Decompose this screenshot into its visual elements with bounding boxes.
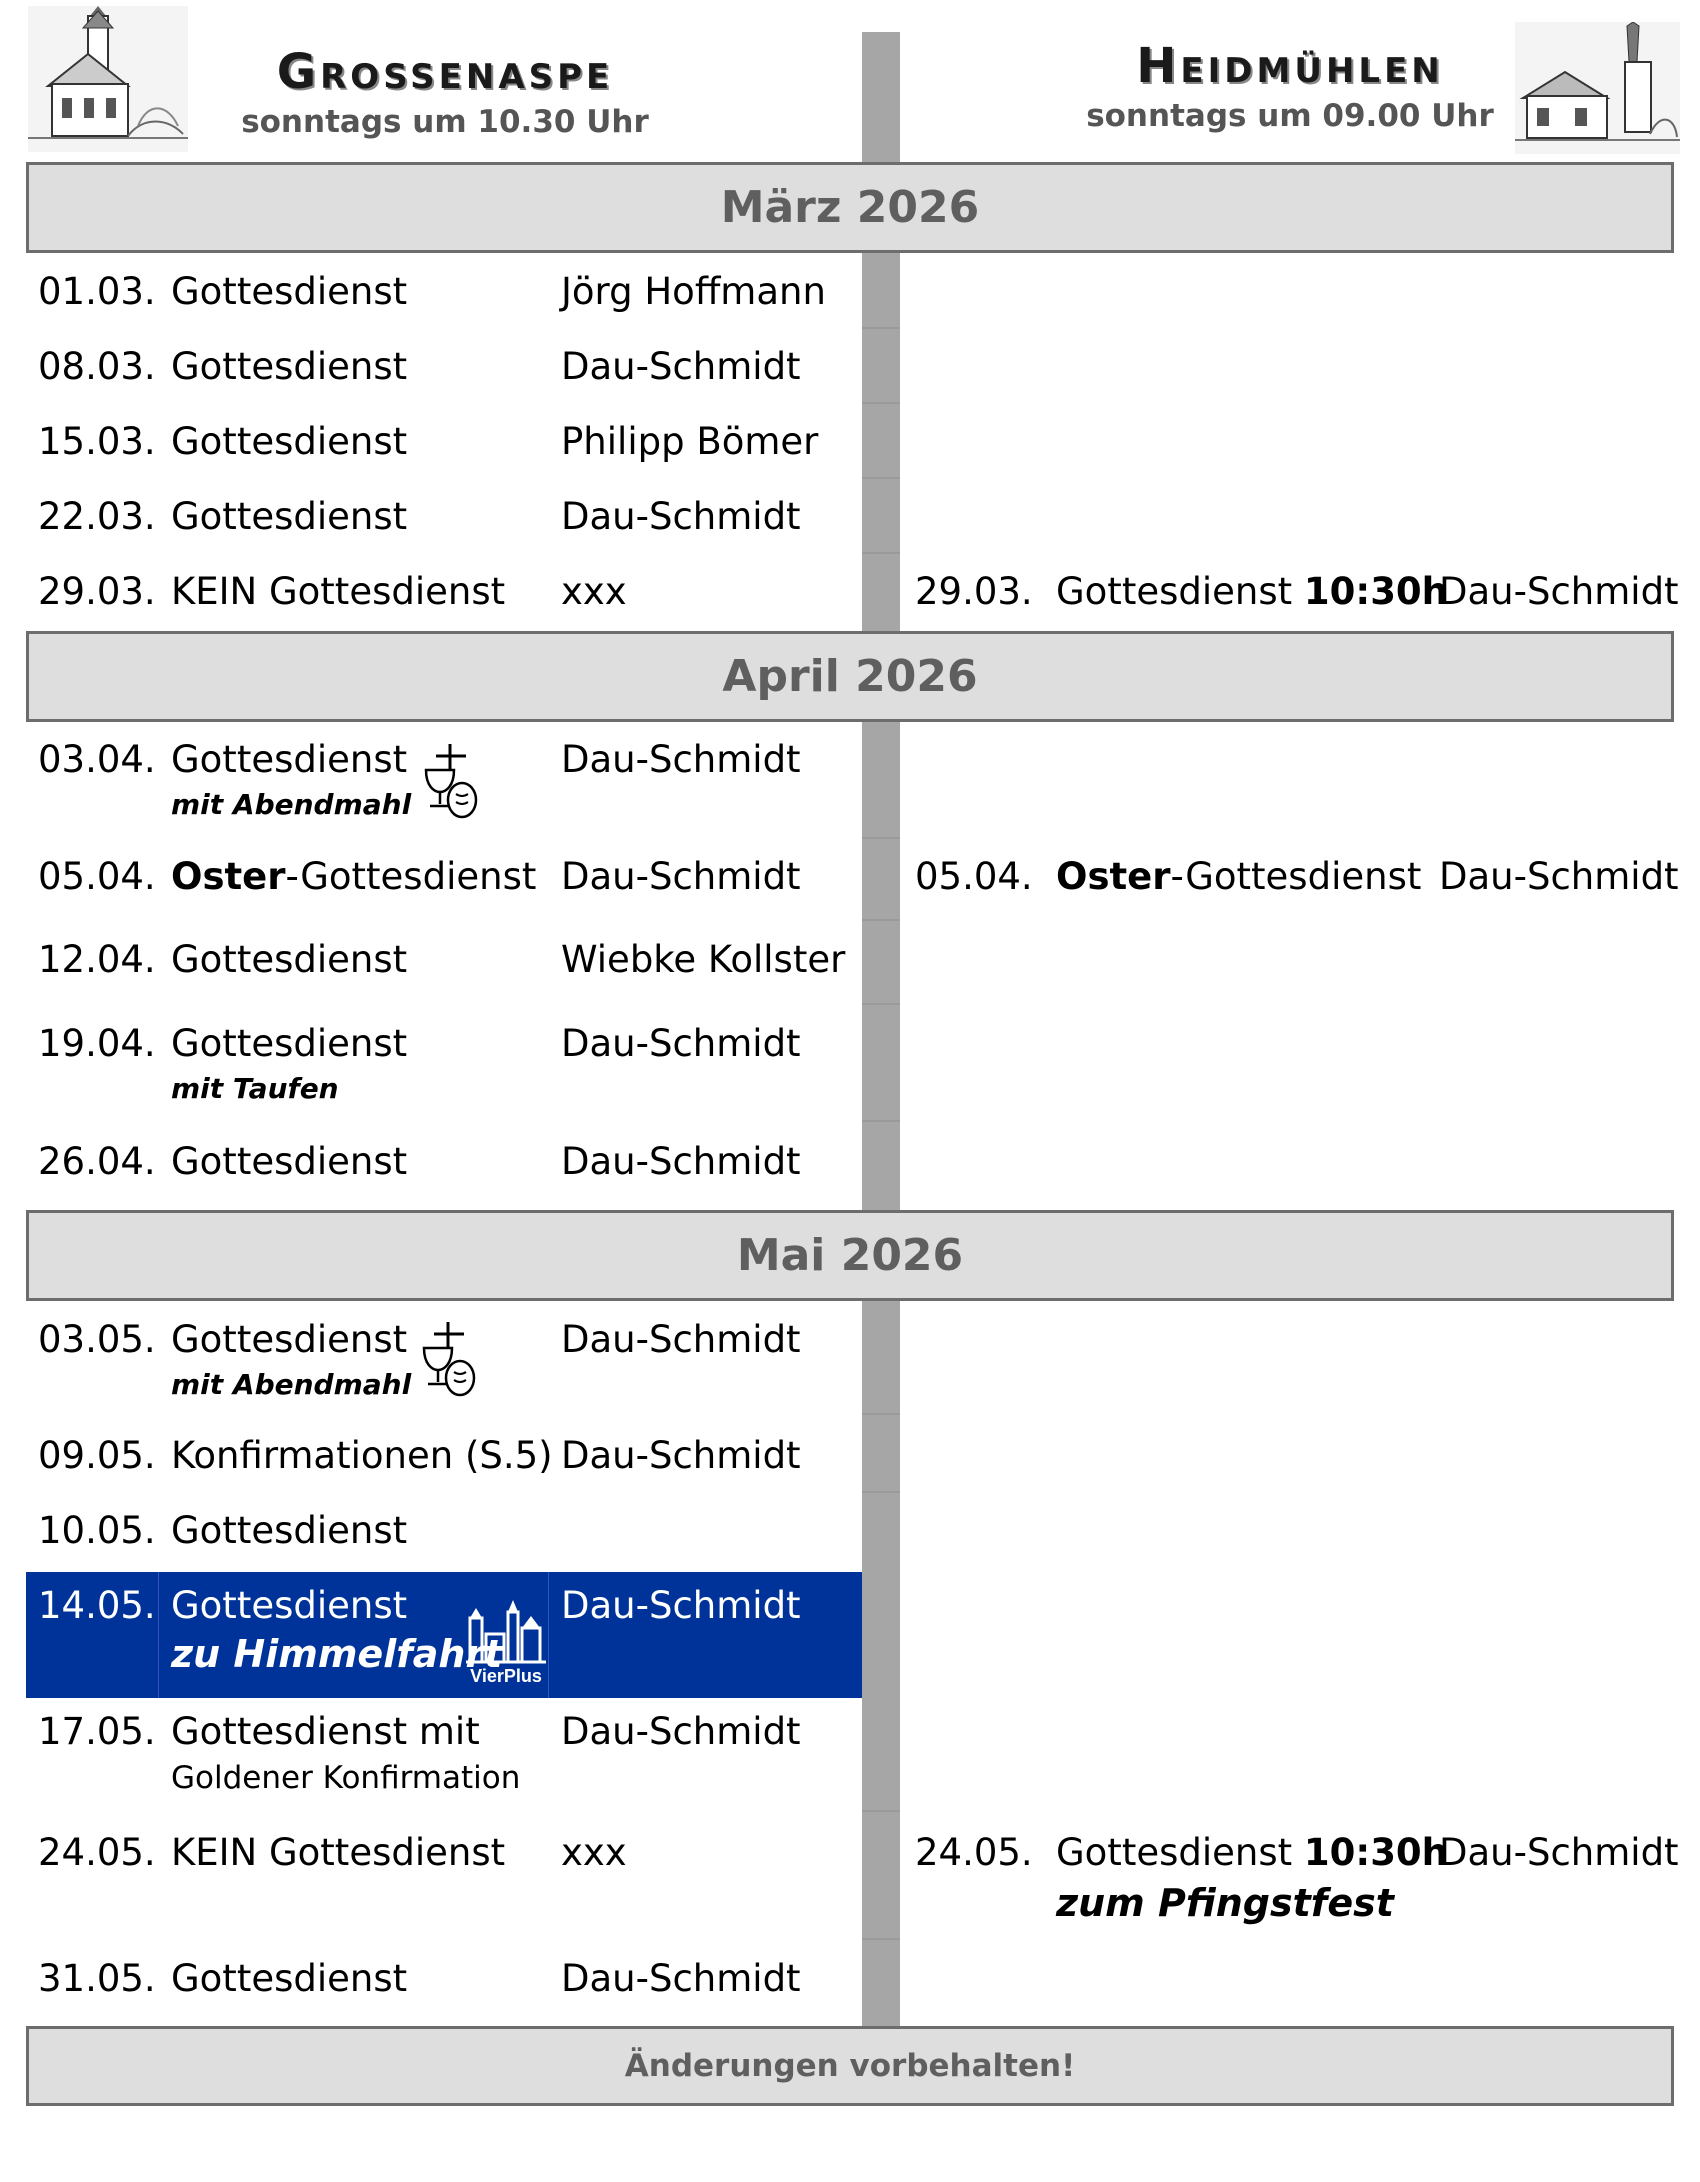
service-description: Gottesdienst <box>171 1584 408 1627</box>
service-description: Konfirmationen (S.5) <box>171 1434 553 1477</box>
town-heidmuehlen <box>1040 38 1540 134</box>
vierplus-logo-text: VierPlus <box>470 1666 542 1686</box>
service-time-right: 10:30h <box>1303 1831 1449 1874</box>
service-date: 01.03. <box>38 270 156 313</box>
service-note: mit Taufen <box>171 1072 339 1105</box>
service-description: Gottesdienst mit <box>171 1710 480 1753</box>
service-description: Gottesdienst <box>171 345 408 388</box>
header <box>0 0 1700 160</box>
service-note: Goldener Konfirmation <box>171 1760 521 1796</box>
service-date: 09.05. <box>38 1434 156 1477</box>
service-date: 03.04. <box>38 738 156 781</box>
service-pastor: xxx <box>561 570 627 613</box>
vierplus-logo-icon <box>464 1598 548 1686</box>
service-pastor: Dau-Schmidt <box>561 855 801 898</box>
service-pastor: Dau-Schmidt <box>561 1318 801 1361</box>
service-description: Gottesdienst <box>171 1318 408 1361</box>
service-description-right: Gottesdienst 10:30h <box>1056 570 1449 613</box>
service-date: 15.03. <box>38 420 156 463</box>
church-illustration-left <box>28 6 188 152</box>
service-date: 14.05. <box>38 1584 156 1627</box>
service-description: Gottesdienst <box>171 1022 408 1065</box>
service-date: 17.05. <box>38 1710 156 1753</box>
service-pastor: Dau-Schmidt <box>561 1710 801 1753</box>
communion-icon <box>418 742 482 820</box>
service-pastor: xxx <box>561 1831 627 1874</box>
service-pastor-right: Dau-Schmidt <box>1439 570 1679 613</box>
service-date: 22.03. <box>38 495 156 538</box>
column-divider <box>862 1301 900 2026</box>
service-date: 19.04. <box>38 1022 156 1065</box>
column-divider <box>862 253 900 631</box>
service-pastor: Philipp Bömer <box>561 420 819 463</box>
service-date: 29.03. <box>38 570 156 613</box>
service-description: Gottesdienst <box>171 738 408 781</box>
service-description: Gottesdienst <box>171 270 408 313</box>
service-pastor: Dau-Schmidt <box>561 1434 801 1477</box>
church-illustration-right <box>1515 22 1680 154</box>
service-date: 12.04. <box>38 938 156 981</box>
service-note: zu Himmelfahrt <box>171 1632 503 1676</box>
service-description: Oster-Gottesdienst <box>171 855 537 898</box>
service-note-right: zum Pfingstfest <box>1056 1881 1394 1925</box>
service-pastor: Dau-Schmidt <box>561 738 801 781</box>
service-pastor-right: Dau-Schmidt <box>1439 855 1679 898</box>
town-grossenaspe <box>200 44 690 140</box>
service-description: Gottesdienst <box>171 1509 408 1552</box>
service-description-right: Oster-Gottesdienst <box>1056 855 1422 898</box>
footer-note: Änderungen vorbehalten! <box>26 2026 1674 2106</box>
service-description: KEIN Gottesdienst <box>171 1831 506 1874</box>
service-date-right: 05.04. <box>915 855 1033 898</box>
service-pastor: Dau-Schmidt <box>561 495 801 538</box>
service-date: 31.05. <box>38 1957 156 2000</box>
service-pastor-right: Dau-Schmidt <box>1439 1831 1679 1874</box>
service-pastor: Dau-Schmidt <box>561 1140 801 1183</box>
column-divider <box>862 722 900 1210</box>
service-pastor: Dau-Schmidt <box>561 1584 801 1627</box>
service-date: 08.03. <box>38 345 156 388</box>
town-name-left: Grossenaspe <box>276 44 614 100</box>
town-name-right: Heidmühlen <box>1136 38 1444 94</box>
service-pastor: Wiebke Kollster <box>561 938 846 981</box>
service-description: KEIN Gottesdienst <box>171 570 506 613</box>
service-note: mit Abendmahl <box>171 1368 412 1401</box>
service-pastor: Dau-Schmidt <box>561 1957 801 2000</box>
service-pastor: Dau-Schmidt <box>561 1022 801 1065</box>
service-description: Gottesdienst <box>171 938 408 981</box>
town-time-left: sonntags um 10.30 Uhr <box>241 104 649 140</box>
communion-icon <box>416 1320 480 1398</box>
month-bar-maerz: März 2026 <box>26 162 1674 253</box>
service-date-right: 29.03. <box>915 570 1033 613</box>
service-time-right: 10:30h <box>1303 570 1449 613</box>
service-description: Gottesdienst <box>171 1957 408 2000</box>
service-date-right: 24.05. <box>915 1831 1033 1874</box>
service-description: Gottesdienst <box>171 1140 408 1183</box>
service-description-right: Gottesdienst 10:30h <box>1056 1831 1449 1874</box>
service-date: 24.05. <box>38 1831 156 1874</box>
town-time-right: sonntags um 09.00 Uhr <box>1086 98 1494 134</box>
column-divider <box>862 32 900 162</box>
service-description: Gottesdienst <box>171 420 408 463</box>
service-note: mit Abendmahl <box>171 788 412 821</box>
service-pastor: Dau-Schmidt <box>561 345 801 388</box>
service-date: 05.04. <box>38 855 156 898</box>
service-date: 26.04. <box>38 1140 156 1183</box>
service-date: 10.05. <box>38 1509 156 1552</box>
service-pastor: Jörg Hoffmann <box>561 270 826 313</box>
month-bar-april: April 2026 <box>26 631 1674 722</box>
month-bar-mai: Mai 2026 <box>26 1210 1674 1301</box>
service-date: 03.05. <box>38 1318 156 1361</box>
service-description: Gottesdienst <box>171 495 408 538</box>
